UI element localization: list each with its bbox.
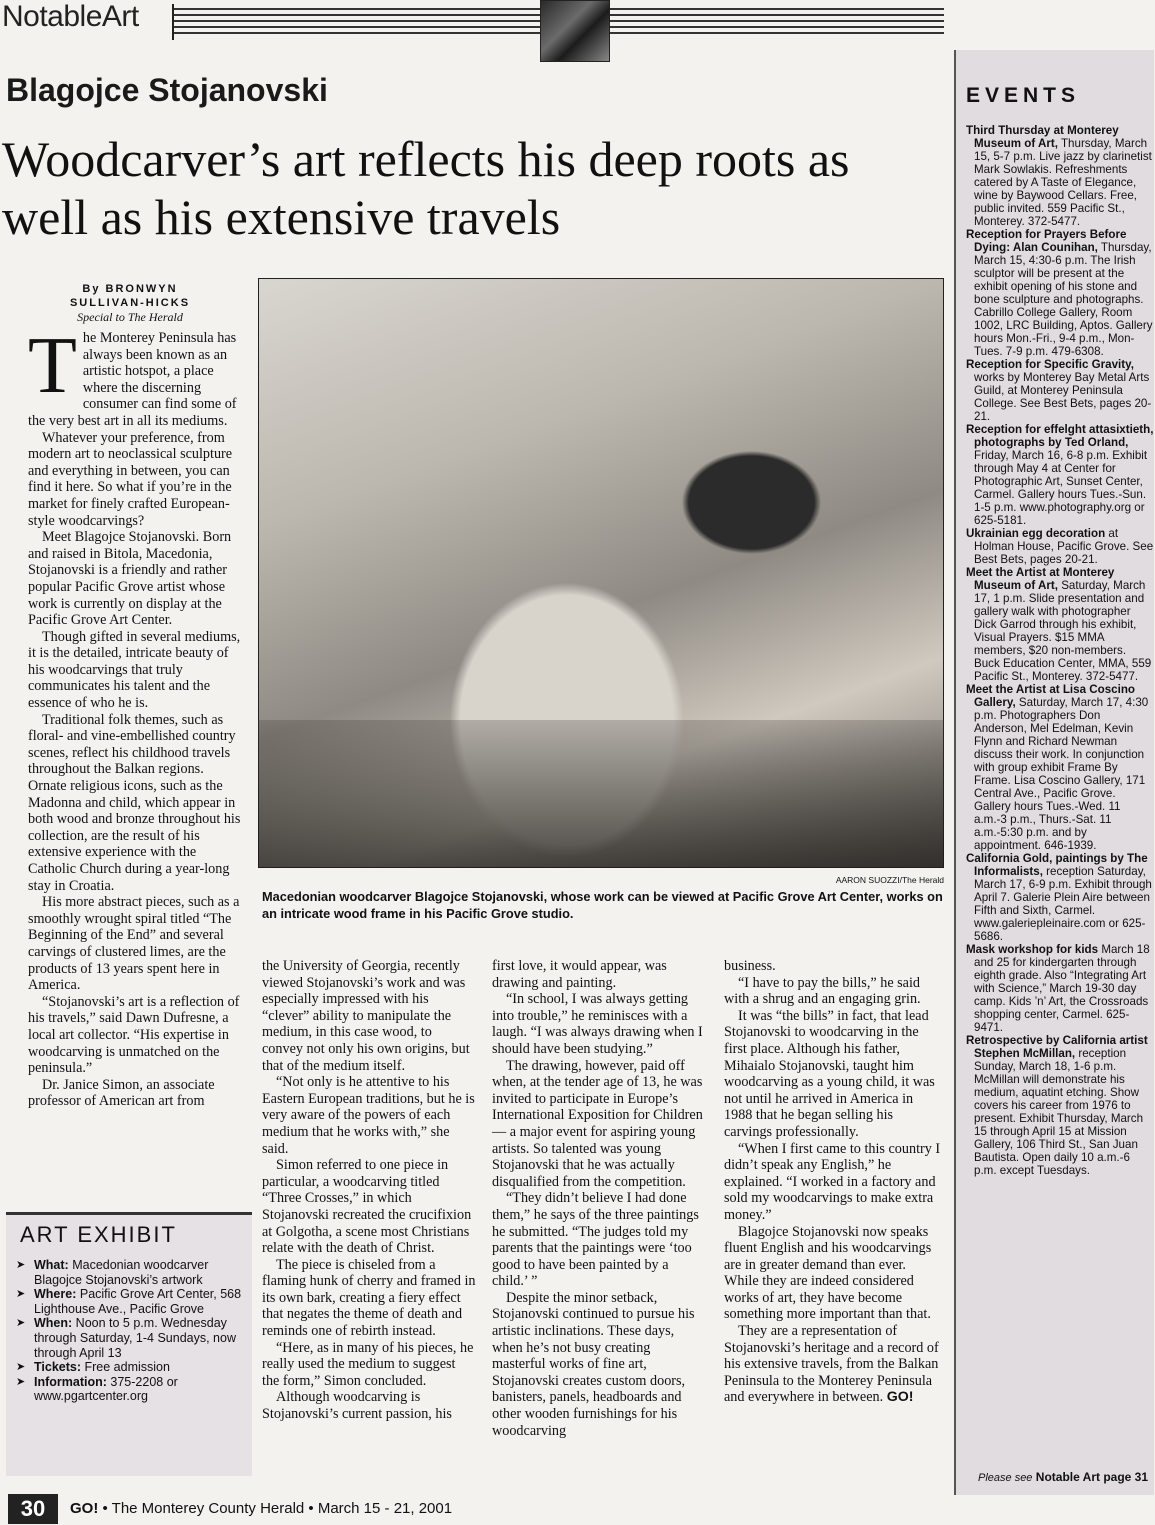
exhibit-text: Noon to 5 p.m. Wednesday through Saturday, 1-4 Sundays, now through April 13 (34, 1316, 236, 1360)
paragraph (724, 1323, 942, 1406)
article-kicker: Blagojce Stojanovski (6, 72, 328, 108)
event-text: works by Monterey Bay Metal Arts Guild, at Monterey Peninsula College. See Best Bets, pages 20-21. (974, 371, 1152, 423)
byline (30, 282, 230, 310)
exhibit-item (14, 1287, 250, 1316)
paragraph: “Here, as in many of his pieces, he really used the medium to suggest the form,” Simon concluded. (262, 1339, 474, 1389)
article-column-3 (492, 958, 706, 1439)
event-label: Retrospective by California artist Stephen McMillan, (966, 1034, 1148, 1060)
byline-note: Special to The Herald (77, 310, 183, 324)
exhibit-label: What: (34, 1258, 69, 1272)
event-label: California Gold, paintings by The Informalists, (966, 852, 1148, 878)
event-item (966, 852, 1154, 943)
paragraph: It was “the bills” in fact, that lead Stojanovski to woodcarving in the first place. Although his father, Mihaialo Stojanovski, taught him woodcarving as a young child, it was not until he arrived in America in 1988 that he began selling his carvings professionally. (724, 1007, 935, 1140)
footer-brand: GO! (70, 1500, 99, 1517)
art-exhibit-list (14, 1258, 250, 1404)
section-name: NotableArt (2, 0, 139, 33)
paragraph: “Not only is he attentive to his Eastern European traditions, but he is very aware of the powers of each medium that he works with,” she said. (262, 1074, 475, 1157)
event-text: Thursday, March 15, 5-7 p.m. Live jazz by clarinetist Mark Sowlakis. Refreshments catered by A Taste of Elegance, wine by Baywood Cellars. Free, public invited. 559 Pacific St., Monterey. 372-5477. (974, 137, 1152, 228)
paragraph: he Monterey Peninsula has always been known as an artistic hotspot, a place where the discerning consumer can find some of the very best art in all its mediums. (28, 330, 237, 429)
paragraph: Despite the minor setback, Stojanovski continued to pursue his artistic inclinations. These days, when he’s not busy creating masterful works of fine art, Stojanovski creates custom doors, banisters, panels, headboards and other wooden furnishings for his woodcarving (492, 1289, 695, 1439)
drop-cap: T (28, 322, 77, 410)
paragraph: Traditional folk themes, such as floral- and vine-embellished country scenes, reflect his childhood travels throughout the Balkan regions. Ornate religious icons, such as the Madonna and child, which appear in both wood and bronze throughout his collection, are the result of his extensive experience with the Catholic Church during a year-long stay in Croatia. (28, 711, 241, 894)
event-label: Reception for Specific Gravity, (966, 358, 1134, 371)
event-text: at Holman House, Pacific Grove. See Best Bets, pages 20-21. (974, 527, 1154, 566)
exhibit-label: Where: (34, 1287, 77, 1302)
paragraph: Though gifted in several mediums, it is the detailed, intricate beauty of his woodcarvings that truly communicates his talent and the essence of who he is. (28, 628, 241, 712)
event-label: Mask workshop for kids (966, 943, 1099, 956)
footer-text: • The Monterey County Herald • March 15 - 21, 2001 (98, 1500, 453, 1517)
event-item (966, 423, 1154, 527)
photo-caption: Macedonian woodcarver Blagojce Stojanovski, whose work can be viewed at Pacific Grove Art Center, works on an intricate wood frame in his Pacific Grove studio. (262, 889, 943, 921)
paragraph-text: They are a representation of Stojanovski’s heritage and a record of his extensive travels, from the Balkan Peninsula to the Monterey Peninsula and everywhere in between. (724, 1323, 939, 1406)
event-item (966, 527, 1154, 566)
article-column-2 (262, 958, 476, 1423)
article-headline: Woodcarver’s art reflects his deep roots as well as his extensive travels (2, 131, 850, 245)
article-column-4 (724, 958, 942, 1406)
event-item (966, 683, 1154, 852)
event-text: reception Saturday, March 17, 6-9 p.m. Exhibit through April 7. Galerie Plein Aire between Fifth and Sixth, Carmel. www.galeriepleinaire.com or 625-5686. (974, 865, 1152, 943)
paragraph: “They didn’t believe I had done them,” he says of the three paintings he submitted. “The judges told my parents that the paintings were ‘too good to have been painted by a child.’ ” (492, 1190, 699, 1290)
paragraph: “I have to pay the bills,” he said with a shrug and an engaging grin. (724, 974, 921, 1008)
byline-line-1: By BRONWYN (82, 283, 178, 295)
exhibit-text: Macedonian woodcarver Blagojce Stojanovski’s artwork (34, 1258, 209, 1287)
exhibit-label: Tickets: (34, 1360, 82, 1375)
paragraph: His more abstract pieces, such as a smoothly wrought spiral titled “The Beginning of the End” and several carvings of clustered limes, are the products of 13 years spent here in America. (28, 894, 240, 994)
event-item (966, 943, 1154, 1034)
exhibit-item (14, 1316, 250, 1360)
event-item (966, 124, 1154, 228)
event-text: Saturday, March 17, 4:30 p.m. Photographers Don Anderson, Mel Edelman, Kevin Flynn and Richard Newman discuss their work. In conjunction with group exhibit Frame By Frame. Lisa Coscino Gallery, 171 Central Ave., Pacific Grove. Gallery hours Tues.-Wed. 11 a.m.-3 p.m., Thurs.-Sat. 11 a.m.-5:30 p.m. and by appointment. 646-1939. (974, 696, 1149, 852)
event-item (966, 1034, 1154, 1177)
exhibit-item (14, 1360, 250, 1375)
paragraph: first love, it would appear, was drawing and painting. (492, 958, 667, 991)
section-art-thumbnail (540, 0, 610, 62)
event-item (966, 566, 1154, 683)
exhibit-item (14, 1375, 250, 1404)
paragraph: business. (724, 958, 776, 974)
event-label: Reception for effelght attasixtieth, photographs by Ted Orland, (966, 423, 1154, 449)
event-label: Ukrainian egg decoration (966, 527, 1106, 540)
event-label: Meet the Artist at Lisa Coscino Gallery, (966, 683, 1135, 709)
event-text: March 18 and 25 for kindergarten through eighth grade. Also “Integrating Art with Science,” March 19-30 day camp. Kids ’n’ Art, the Crossroads shopping center, Carmel. 625-9471. (974, 943, 1150, 1034)
art-exhibit-title: ART EXHIBIT (20, 1222, 177, 1247)
paragraph: “Stojanovski’s art is a reflection of his travels,” said Dawn Dufresne, a local art collector. “His expertise in woodcarving is unmatched on the peninsula.” (28, 993, 240, 1077)
paragraph: Dr. Janice Simon, an associate professor of American art from (28, 1076, 215, 1110)
event-text: Saturday, March 17, 1 p.m. Slide presentation and gallery walk with photographer Dick Garrod through his exhibit, Visual Prayers. $15 MMA members, $20 non-members. Buck Education Center, MMA, 559 Pacific St., Monterey. 372-5477. (974, 579, 1152, 683)
byline-line-2: SULLIVAN-HICKS (69, 297, 191, 309)
event-item (966, 228, 1154, 358)
paragraph: The drawing, however, paid off when, at the tender age of 13, he was invited to participate in Europe’s International Exposition for Children — a major event for aspiring young artists. So talented was young Stojanovski that he was actually disqualified from the competition. (492, 1057, 703, 1190)
event-label: Third Thursday at Monterey Museum of Art, (966, 124, 1119, 150)
events-continued (978, 1470, 1148, 1484)
exhibit-item (14, 1258, 250, 1287)
paragraph: Simon referred to one piece in particular, a woodcarving titled “Three Crosses,” in which Stojanovski recreated the crucifixion at Golgotha, a scene most Christians relate with the death of Christ. (262, 1157, 472, 1257)
continued-prefix: Please see (978, 1472, 1033, 1484)
paragraph: “When I first came to this country I didn’t speak any English,” he explained. “I worked in a factory and sold my woodcarvings to make extra money.” (724, 1140, 941, 1223)
exhibit-text: Pacific Grove Art Center, 568 Lighthouse Ave., Pacific Grove (34, 1287, 242, 1316)
photo-workbench (258, 720, 944, 868)
paragraph: Meet Blagojce Stojanovski. Born and raised in Bitola, Macedonia, Stojanovski is a friendly and rather popular Pacific Grove artist whose work is currently on display at the Pacific Grove Art Center. (28, 529, 232, 629)
exhibit-text: 375-2208 or www.pgartcenter.org (34, 1374, 178, 1404)
event-item (966, 358, 1154, 423)
paragraph: “In school, I was always getting into trouble,” he reminisces with a laugh. “I was always drawing when I should have been studying.” (492, 991, 703, 1057)
continued-ref: Notable Art page 31 (1035, 1470, 1149, 1484)
paragraph: The piece is chiseled from a flaming hunk of cherry and framed in its own bark, creating a fiery effect that negates the theme of death and reminds one of rebirth instead. (262, 1256, 476, 1340)
footer-line (70, 1500, 452, 1517)
exhibit-label: When: (34, 1316, 73, 1331)
paragraph: Blagojce Stojanovski now speaks fluent English and his woodcarvings are in greater demand than ever. While they are indeed considered works of art, they have become something more important than that. (724, 1223, 932, 1323)
event-label: Reception for Prayers Before Dying: Alan Counihan, (966, 228, 1127, 254)
page-number: 30 (20, 1496, 46, 1521)
paragraph: Although woodcarving is Stojanovski’s current passion, his (262, 1389, 452, 1423)
paragraph: Whatever your preference, from modern art to neoclassical sculpture and everything in between, you can find it here. So what if you’re in the market for finely crafted European-style woodcarvings? (28, 429, 233, 529)
exhibit-label: Information: (34, 1374, 107, 1389)
event-label: Meet the Artist at Monterey Museum of Art, (966, 566, 1115, 592)
photo-credit: AARON SUOZZI/The Herald (835, 875, 944, 885)
paragraph: the University of Georgia, recently viewed Stojanovski’s work and was especially impressed with his “clever” ability to manipulate the medium, in this case wood, to convey not only his own origins, but that of the medium itself. (262, 958, 470, 1074)
events-title: EVENTS (966, 84, 1081, 107)
end-mark: GO! (886, 1389, 914, 1406)
article-column-1 (28, 322, 244, 1110)
exhibit-text: Free admission (84, 1360, 170, 1375)
event-text: Thursday, March 15, 4:30-6 p.m. The Irish sculptor will be present at the exhibit opening of his stone and bone sculpture and photographs. Cabrillo College Gallery, Room 1002, LRC Building, Aptos. Gallery hours Mon.-Fri., 9-4 p.m., Mon-Tues. 7-9 p.m. 479-6308. (974, 241, 1153, 358)
event-text: reception Sunday, March 18, 1-6 p.m. McMillan will demonstrate his medium, aquatint etching. Show covers his career from 1976 to present. Exhibit Thursday, March 15 through April 15 at Mission Gallery, 106 Third St., San Juan Bautista. Open daily 10 a.m.-6 p.m. except Tuesdays. (974, 1047, 1144, 1177)
event-text: Friday, March 16, 6-8 p.m. Exhibit through May 4 at Center for Photographic Art, Sunset Center, Carmel. Gallery hours Tues.-Sun. 1-5 p.m. www.photography.org or 625-5181. (974, 449, 1148, 527)
events-list (966, 124, 1154, 1177)
